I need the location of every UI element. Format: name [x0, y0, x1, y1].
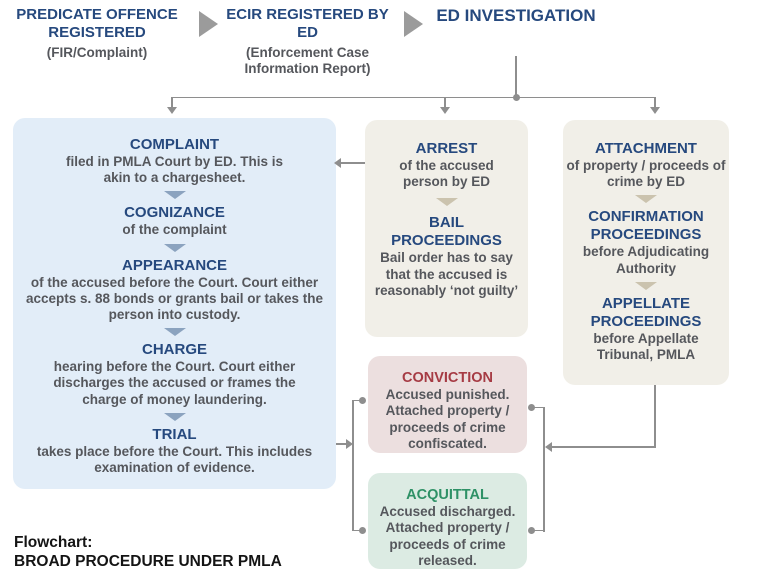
connector-ed-vertical — [515, 56, 517, 97]
flow-step-arrest — [365, 140, 528, 190]
down-triangle-icon — [164, 244, 186, 252]
caption-line-1: Flowchart: — [14, 534, 93, 551]
connector-dot — [359, 397, 366, 404]
flow-step-complaint — [13, 136, 336, 186]
step-title: CHARGE — [141, 341, 207, 359]
down-triangle-icon — [436, 198, 458, 206]
chart-caption — [14, 533, 282, 571]
outcome-title: CONVICTION — [401, 370, 494, 386]
left-arrowhead-icon — [334, 158, 341, 168]
down-triangle-icon — [164, 328, 186, 336]
step-title: CONFIRMATION PROCEEDINGS — [588, 208, 704, 244]
step-subtitle: (FIR/Complaint) — [46, 44, 148, 60]
acquittal-box — [368, 473, 527, 569]
step-desc: hearing before the Court. Court either discharges the accused or frames the charge of money laundering. — [53, 359, 296, 407]
step-title: ED INVESTIGATION — [436, 6, 596, 25]
flow-step-appearance — [13, 257, 336, 324]
flow-step-cognizance — [13, 204, 336, 238]
connector-dot — [528, 404, 535, 411]
step-title: BAIL PROCEEDINGS — [391, 214, 502, 250]
connector-outcomes-right-vertical — [543, 407, 545, 532]
outcome-desc: Accused discharged. Attached property / proceeds of crime released. — [379, 504, 516, 568]
step-title: ATTACHMENT — [595, 140, 697, 157]
step-desc: takes place before the Court. This includes examination of evidence. — [36, 443, 313, 475]
step-ecir-registered — [225, 6, 390, 78]
down-arrowhead-icon — [440, 107, 450, 114]
connector-attachment-down — [654, 385, 656, 447]
attachment-box — [563, 120, 729, 385]
step-title: APPEARANCE — [121, 256, 227, 274]
step-ed-investigation — [430, 5, 602, 26]
flow-step-charge — [13, 341, 336, 408]
step-desc: Bail order has to say that the accused is reasonably ‘not guilty’ — [374, 250, 519, 298]
connector-arrest-to-complaint — [340, 162, 365, 164]
connector-dot — [528, 527, 535, 534]
step-desc: of the accused before the Court. Court either accepts s. 88 bonds or grants bail or takes the person into custody. — [25, 274, 324, 322]
right-arrow-icon — [199, 11, 218, 37]
flow-step-bail-proceedings — [365, 214, 528, 299]
right-arrow-icon — [404, 11, 423, 37]
connector-dot — [359, 527, 366, 534]
step-title: ARREST — [415, 140, 478, 157]
down-arrowhead-icon — [167, 107, 177, 114]
flow-step-appellate-proceedings — [563, 295, 729, 363]
step-title: COMPLAINT — [129, 136, 220, 153]
step-predicate-offence — [8, 6, 186, 61]
down-triangle-icon — [164, 191, 186, 199]
step-desc: of property / proceeds of crime by ED — [566, 158, 726, 190]
outcome-desc: Accused punished. Attached property / proceeds of crime confiscated. — [385, 387, 510, 451]
step-title: COGNIZANCE — [124, 204, 225, 222]
step-title: PREDICATE OFFENCE REGISTERED — [16, 6, 178, 42]
connector-attachment-left — [551, 446, 656, 448]
down-triangle-icon — [635, 282, 657, 290]
flow-step-trial — [13, 426, 336, 476]
down-triangle-icon — [164, 413, 186, 421]
step-desc: of the accused person by ED — [399, 158, 494, 190]
connector-main-horizontal — [171, 97, 656, 99]
step-desc: before Appellate Tribunal, PMLA — [593, 330, 699, 362]
down-triangle-icon — [635, 195, 657, 203]
step-subtitle: (Enforcement Case Information Report) — [244, 44, 371, 77]
flow-step-confirmation-proceedings — [563, 208, 729, 276]
down-arrowhead-icon — [650, 107, 660, 114]
outcome-title: ACQUITTAL — [406, 487, 489, 503]
step-title: APPELLATE PROCEEDINGS — [590, 294, 702, 330]
flow-step-attachment — [563, 140, 729, 190]
step-desc: before Adjudicating Authority — [582, 244, 710, 276]
left-arrowhead-icon — [545, 442, 552, 452]
step-title: ECIR REGISTERED BY ED — [226, 6, 389, 42]
step-desc: of the complaint — [122, 222, 227, 238]
step-title: TRIAL — [152, 425, 197, 443]
complaint-box — [13, 118, 336, 489]
caption-line-2: BROAD PROCEDURE UNDER PMLA — [14, 553, 282, 570]
conviction-box — [368, 356, 527, 453]
connector-outcomes-left-vertical — [352, 400, 354, 531]
arrest-box — [365, 120, 528, 337]
step-desc: filed in PMLA Court by ED. This is akin to a chargesheet. — [65, 154, 283, 186]
